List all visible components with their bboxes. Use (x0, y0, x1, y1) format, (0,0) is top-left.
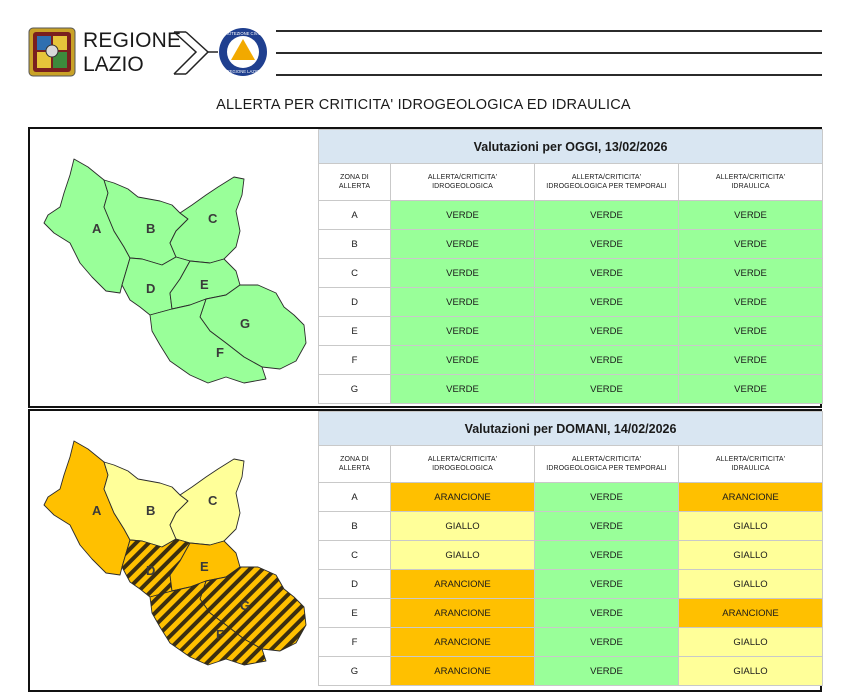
zone-cell: B (319, 230, 391, 259)
zone-cell: D (319, 570, 391, 599)
map-label-c: C (208, 493, 218, 508)
col-header-temporali: ALLERTA/CRITICITA' IDROGEOLOGICA PER TEMPORALI (535, 164, 679, 201)
table-tomorrow (318, 411, 823, 686)
panel-tomorrow (28, 409, 822, 692)
map-label-e: E (200, 277, 209, 292)
temporali-cell: VERDE (535, 230, 679, 259)
temporali-cell: VERDE (535, 570, 679, 599)
idrogeologica-cell: ARANCIONE (391, 657, 535, 686)
map-label-e: E (200, 559, 209, 574)
table-row (319, 201, 823, 230)
header-rule-1 (276, 30, 822, 32)
zone-cell: E (319, 599, 391, 628)
map-label-d: D (146, 281, 156, 296)
temporali-cell: VERDE (535, 346, 679, 375)
table-row (319, 599, 823, 628)
protezione-civile-logo (218, 27, 268, 77)
pc-logo-text-bottom: REGIONE LAZIO (226, 69, 260, 74)
lazio-map-today (30, 129, 318, 406)
temporali-cell: VERDE (535, 483, 679, 512)
zone-cell: D (319, 288, 391, 317)
zone-cell: E (319, 317, 391, 346)
idrogeologica-cell: GIALLO (391, 512, 535, 541)
zone-cell: F (319, 628, 391, 657)
idraulica-cell: VERDE (679, 230, 823, 259)
temporali-cell: VERDE (535, 259, 679, 288)
temporali-cell: VERDE (535, 657, 679, 686)
temporali-cell: VERDE (535, 201, 679, 230)
page-title: ALLERTA PER CRITICITA' IDROGEOLOGICA ED IDRAULICA (216, 97, 631, 113)
idraulica-cell: VERDE (679, 317, 823, 346)
idraulica-cell: GIALLO (679, 541, 823, 570)
map-label-f: F (216, 345, 224, 360)
idraulica-cell: GIALLO (679, 570, 823, 599)
col-header-idraulica: ALLERTA/CRITICITA' IDRAULICA (679, 164, 823, 201)
idraulica-cell: GIALLO (679, 512, 823, 541)
idrogeologica-cell: ARANCIONE (391, 570, 535, 599)
regione-lazio-crest-logo (28, 27, 76, 77)
col-header-temporali: ALLERTA/CRITICITA' IDROGEOLOGICA PER TEMPORALI (535, 446, 679, 483)
idrogeologica-cell: ARANCIONE (391, 628, 535, 657)
zone-cell: G (319, 375, 391, 404)
temporali-cell: VERDE (535, 541, 679, 570)
idraulica-cell: VERDE (679, 201, 823, 230)
idraulica-cell: VERDE (679, 288, 823, 317)
map-tomorrow (30, 411, 318, 690)
idraulica-cell: VERDE (679, 259, 823, 288)
col-header-zone: ZONA DI ALLERTA (319, 164, 391, 201)
col-header-idrogeologica: ALLERTA/CRITICITA' IDROGEOLOGICA (391, 446, 535, 483)
table-row (319, 375, 823, 404)
table-row (319, 512, 823, 541)
idrogeologica-cell: VERDE (391, 375, 535, 404)
table-row (319, 259, 823, 288)
idraulica-cell: ARANCIONE (679, 483, 823, 512)
idrogeologica-cell: VERDE (391, 346, 535, 375)
idraulica-cell: GIALLO (679, 628, 823, 657)
table-row (319, 628, 823, 657)
temporali-cell: VERDE (535, 512, 679, 541)
table-title-today: Valutazioni per OGGI, 13/02/2026 (319, 130, 823, 164)
zone-cell: G (319, 657, 391, 686)
map-today (30, 129, 318, 406)
idraulica-cell: VERDE (679, 346, 823, 375)
idrogeologica-cell: ARANCIONE (391, 599, 535, 628)
table-row (319, 288, 823, 317)
temporali-cell: VERDE (535, 288, 679, 317)
zone-cell: A (319, 483, 391, 512)
lazio-map-tomorrow (30, 411, 318, 690)
map-label-f: F (216, 627, 224, 642)
header-rule-2 (276, 52, 822, 54)
zone-cell: C (319, 259, 391, 288)
idrogeologica-cell: VERDE (391, 201, 535, 230)
temporali-cell: VERDE (535, 375, 679, 404)
table-today (318, 129, 823, 404)
table-row (319, 657, 823, 686)
temporali-cell: VERDE (535, 628, 679, 657)
map-label-c: C (208, 211, 218, 226)
idraulica-cell: GIALLO (679, 657, 823, 686)
idraulica-cell: VERDE (679, 375, 823, 404)
header-rule-3 (276, 74, 822, 76)
zone-cell: F (319, 346, 391, 375)
table-row (319, 541, 823, 570)
col-header-idrogeologica: ALLERTA/CRITICITA' IDROGEOLOGICA (391, 164, 535, 201)
idrogeologica-cell: VERDE (391, 259, 535, 288)
temporali-cell: VERDE (535, 599, 679, 628)
map-label-b: B (146, 503, 156, 518)
brand-name-line1: REGIONE (83, 29, 182, 52)
table-title-tomorrow: Valutazioni per DOMANI, 14/02/2026 (319, 412, 823, 446)
map-label-g: G (240, 598, 251, 613)
idraulica-cell: ARANCIONE (679, 599, 823, 628)
idrogeologica-cell: VERDE (391, 288, 535, 317)
idrogeologica-cell: ARANCIONE (391, 483, 535, 512)
map-label-b: B (146, 221, 156, 236)
brand-name-line2: LAZIO (83, 53, 144, 76)
chevron-decoration-icon (172, 28, 218, 78)
panel-today (28, 127, 822, 408)
idrogeologica-cell: GIALLO (391, 541, 535, 570)
col-header-idraulica: ALLERTA/CRITICITA' IDRAULICA (679, 446, 823, 483)
map-label-d: D (146, 563, 156, 578)
idrogeologica-cell: VERDE (391, 317, 535, 346)
table-row (319, 230, 823, 259)
zone-cell: A (319, 201, 391, 230)
map-label-g: G (240, 316, 251, 331)
zone-cell: B (319, 512, 391, 541)
zone-cell: C (319, 541, 391, 570)
idrogeologica-cell: VERDE (391, 230, 535, 259)
table-row (319, 317, 823, 346)
col-header-zone: ZONA DI ALLERTA (319, 446, 391, 483)
table-row (319, 346, 823, 375)
temporali-cell: VERDE (535, 317, 679, 346)
table-row (319, 483, 823, 512)
pc-logo-text-top: PROTEZIONE CIVILE (222, 31, 264, 36)
map-label-a: A (92, 221, 102, 236)
map-label-a: A (92, 503, 102, 518)
table-row (319, 570, 823, 599)
